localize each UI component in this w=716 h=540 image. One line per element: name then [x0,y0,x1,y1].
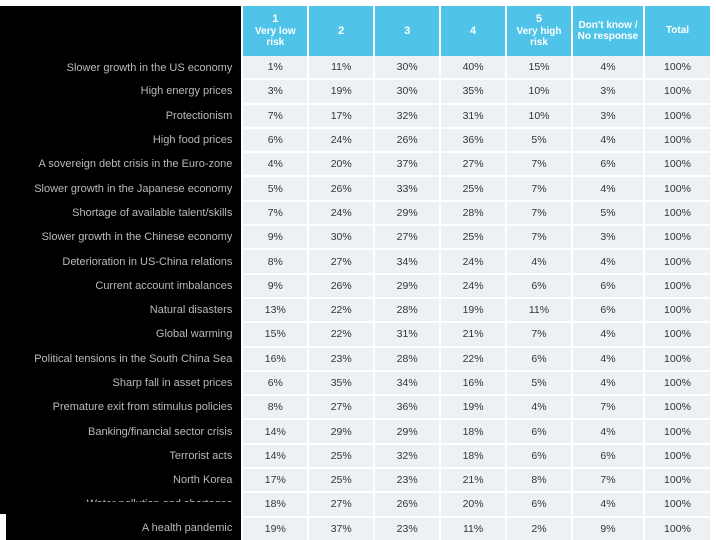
cell-value: 23% [374,468,440,492]
cell-value: 25% [440,176,506,200]
cell-total: 100% [644,468,710,492]
cell-value: 18% [440,444,506,468]
risk-rating-table [6,6,710,540]
table-row [6,274,710,298]
cell-value: 34% [374,249,440,273]
cell-value: 24% [308,201,374,225]
row-label: Sharp fall in asset prices [6,371,242,395]
cell-value: 4% [242,152,308,176]
cell-value: 7% [242,201,308,225]
cell-value: 4% [506,249,572,273]
table-row [6,371,710,395]
left-black-margin [0,6,6,508]
cell-value: 7% [506,225,572,249]
cell-value: 35% [308,371,374,395]
cell-value: 10% [506,104,572,128]
cell-value: 23% [308,347,374,371]
cell-value: 8% [242,395,308,419]
cell-value: 30% [374,56,440,79]
cell-value: 31% [374,322,440,346]
cell-value: 6% [242,128,308,152]
cell-value: 3% [242,79,308,103]
column-header-total [644,6,710,56]
cell-value: 20% [308,152,374,176]
cell-value: 22% [308,322,374,346]
header-corner-cell [6,6,242,56]
table-row [6,249,710,273]
row-label: Premature exit from stimulus policies [6,395,242,419]
cell-value: 6% [572,444,644,468]
row-label: Global warming [6,322,242,346]
cell-value: 18% [242,492,308,516]
cell-value: 6% [506,419,572,443]
table-row [6,444,710,468]
cell-total: 100% [644,395,710,419]
row-label: A health pandemic [6,517,242,540]
cell-value: 32% [374,104,440,128]
cell-value: 26% [308,274,374,298]
column-header-3-number: 3 [404,24,411,37]
cell-value: 29% [308,419,374,443]
row-label: Banking/financial sector crisis [6,419,242,443]
cell-total: 100% [644,79,710,103]
cell-value: 21% [440,468,506,492]
column-header-1-label: Very low risk [255,25,296,49]
cell-value: 27% [308,492,374,516]
row-label: Slower growth in the US economy [6,56,242,79]
row-label: Terrorist acts [6,444,242,468]
cell-value: 14% [242,419,308,443]
cell-total: 100% [644,371,710,395]
row-label: Natural disasters [6,298,242,322]
cell-value: 5% [242,176,308,200]
column-header-4 [440,6,506,56]
row-label: A sovereign debt crisis in the Euro-zone [6,152,242,176]
risk-table-figure [0,6,716,535]
cell-value: 26% [374,128,440,152]
cell-value: 2% [506,517,572,540]
cell-value: 19% [308,79,374,103]
table-row [6,468,710,492]
cell-value: 11% [308,56,374,79]
cell-value: 22% [440,347,506,371]
cell-total: 100% [644,274,710,298]
row-label: Deterioration in US-China relations [6,249,242,273]
cell-value: 33% [374,176,440,200]
cell-value: 16% [242,347,308,371]
cell-value: 6% [242,371,308,395]
table-row [6,104,710,128]
cell-value: 5% [572,201,644,225]
cell-value: 24% [440,274,506,298]
cell-value: 10% [506,79,572,103]
cell-total: 100% [644,322,710,346]
cell-value: 37% [374,152,440,176]
cell-value: 27% [308,395,374,419]
cell-total: 100% [644,225,710,249]
cell-total: 100% [644,176,710,200]
cell-value: 16% [440,371,506,395]
cell-value: 24% [440,249,506,273]
table-row [6,517,710,540]
cell-value: 26% [308,176,374,200]
cell-total: 100% [644,249,710,273]
table-header [6,6,710,56]
row-label: Shortage of available talent/skills [6,201,242,225]
table-row [6,395,710,419]
cell-value: 17% [242,468,308,492]
table-row [6,322,710,346]
cell-value: 37% [308,517,374,540]
cell-value: 4% [572,492,644,516]
column-header-1 [242,6,308,56]
cell-value: 27% [374,225,440,249]
cell-total: 100% [644,347,710,371]
cell-value: 28% [374,298,440,322]
cell-value: 20% [440,492,506,516]
cell-total: 100% [644,298,710,322]
cell-value: 11% [440,517,506,540]
cell-value: 9% [572,517,644,540]
cell-value: 4% [572,322,644,346]
cell-value: 6% [506,274,572,298]
cell-value: 30% [308,225,374,249]
cell-value: 32% [374,444,440,468]
cell-value: 5% [506,128,572,152]
column-header-dont-know-label: Don't know / No response [577,19,639,42]
cell-value: 6% [506,492,572,516]
cell-value: 9% [242,225,308,249]
cell-value: 28% [374,347,440,371]
cell-total: 100% [644,517,710,540]
cell-total: 100% [644,444,710,468]
cell-value: 19% [242,517,308,540]
cell-value: 29% [374,274,440,298]
cell-value: 4% [506,395,572,419]
table-row [6,152,710,176]
header-row [6,6,710,56]
cell-value: 8% [242,249,308,273]
cell-value: 19% [440,395,506,419]
row-label: Slower growth in the Japanese economy [6,176,242,200]
cell-value: 3% [572,79,644,103]
row-label: Protectionism [6,104,242,128]
cell-value: 9% [242,274,308,298]
cell-value: 6% [572,274,644,298]
cell-value: 11% [506,298,572,322]
cell-value: 31% [440,104,506,128]
cell-value: 7% [506,322,572,346]
column-header-4-number: 4 [470,24,477,37]
cell-value: 6% [572,152,644,176]
column-header-2 [308,6,374,56]
column-header-5-number: 5 [535,13,543,26]
cell-value: 30% [374,79,440,103]
row-label: High energy prices [6,79,242,103]
cell-value: 1% [242,56,308,79]
cell-value: 7% [572,395,644,419]
cell-value: 5% [506,371,572,395]
column-header-total-label: Total [665,25,690,37]
cell-total: 100% [644,152,710,176]
cell-value: 22% [308,298,374,322]
row-label: Current account imbalances [6,274,242,298]
cell-value: 25% [440,225,506,249]
cell-value: 7% [572,468,644,492]
cell-value: 40% [440,56,506,79]
cell-value: 25% [308,468,374,492]
cell-total: 100% [644,201,710,225]
cell-value: 15% [506,56,572,79]
cell-value: 4% [572,347,644,371]
table-row [6,128,710,152]
cell-value: 28% [440,201,506,225]
column-header-5 [506,6,572,56]
cell-value: 23% [374,517,440,540]
bottom-left-black-margin [0,502,239,514]
table-row [6,79,710,103]
cell-value: 4% [572,249,644,273]
cell-value: 27% [308,249,374,273]
cell-value: 29% [374,419,440,443]
row-label: Slower growth in the Chinese economy [6,225,242,249]
cell-value: 6% [506,347,572,371]
cell-value: 4% [572,128,644,152]
table-row [6,176,710,200]
column-header-3 [374,6,440,56]
cell-value: 15% [242,322,308,346]
cell-value: 7% [506,152,572,176]
table-row [6,56,710,79]
cell-total: 100% [644,56,710,79]
table-row [6,298,710,322]
cell-value: 35% [440,79,506,103]
cell-value: 4% [572,176,644,200]
cell-value: 4% [572,371,644,395]
cell-total: 100% [644,104,710,128]
table-row [6,225,710,249]
cell-value: 3% [572,225,644,249]
cell-value: 19% [440,298,506,322]
table-row [6,347,710,371]
cell-value: 4% [572,56,644,79]
cell-value: 6% [572,298,644,322]
cell-value: 7% [242,104,308,128]
row-label: High food prices [6,128,242,152]
cell-value: 7% [506,176,572,200]
cell-total: 100% [644,128,710,152]
cell-value: 26% [374,492,440,516]
cell-value: 34% [374,371,440,395]
cell-value: 14% [242,444,308,468]
cell-total: 100% [644,492,710,516]
cell-value: 21% [440,322,506,346]
cell-value: 6% [506,444,572,468]
top-left-black-margin [0,6,239,12]
cell-value: 36% [440,128,506,152]
cell-value: 18% [440,419,506,443]
cell-value: 7% [506,201,572,225]
cell-value: 24% [308,128,374,152]
column-header-2-number: 2 [338,24,345,37]
cell-value: 17% [308,104,374,128]
cell-value: 25% [308,444,374,468]
cell-value: 13% [242,298,308,322]
cell-value: 36% [374,395,440,419]
cell-total: 100% [644,419,710,443]
column-header-1-number: 1 [272,13,279,26]
column-header-dont-know [572,6,644,56]
cell-value: 3% [572,104,644,128]
cell-value: 4% [572,419,644,443]
cell-value: 8% [506,468,572,492]
table-body [6,56,710,540]
cell-value: 29% [374,201,440,225]
row-label: Political tensions in the South China Sea [6,347,242,371]
column-header-5-label: Very high risk [516,25,562,49]
row-label: North Korea [6,468,242,492]
table-row [6,419,710,443]
table-row [6,201,710,225]
cell-value: 27% [440,152,506,176]
